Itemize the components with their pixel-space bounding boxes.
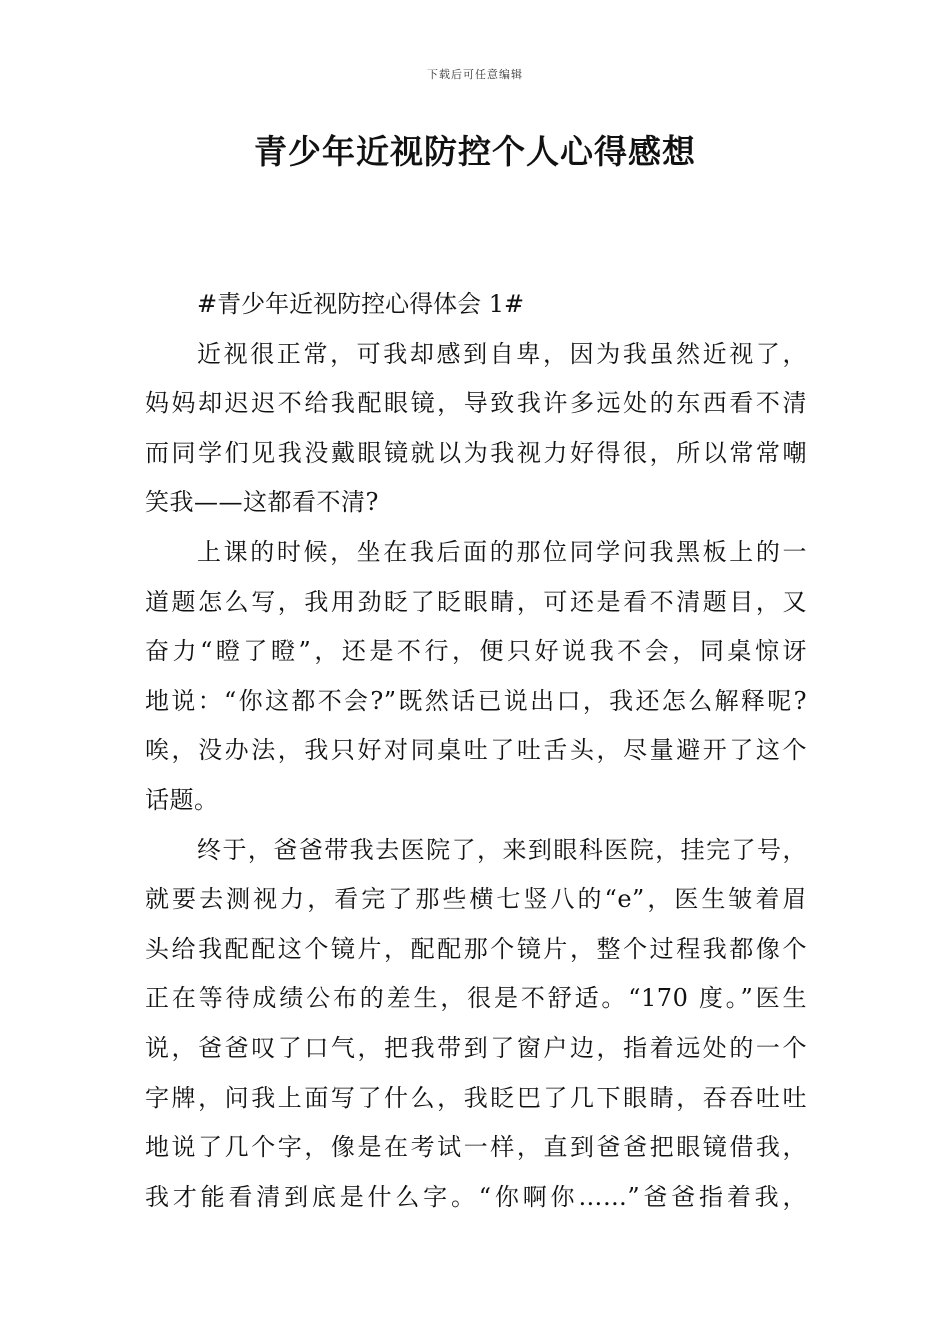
paragraph-line: 头给我配配这个镜片，配配那个镜片，整个过程我都像个 xyxy=(145,934,807,963)
paragraph-line: 地说了几个字，像是在考试一样，直到爸爸把眼镜借我， xyxy=(145,1133,807,1162)
paragraph-line: 字牌，问我上面写了什么，我眨巴了几下眼睛，吞吞吐吐 xyxy=(145,1083,807,1112)
paragraph-line: 上课的时候，坐在我后面的那位同学问我黑板上的一 xyxy=(197,537,807,566)
paragraph-2 xyxy=(145,528,807,826)
header-note: 下载后可任意编辑 xyxy=(427,68,523,81)
paragraph-1 xyxy=(145,330,807,528)
paragraph-line: 奋力“瞪了瞪”，还是不行，便只好说我不会，同桌惊讶 xyxy=(145,637,807,666)
section-heading: #青少年近视防控心得体会 1# xyxy=(197,290,525,318)
paragraph-line: 唉，没办法，我只好对同桌吐了吐舌头，尽量避开了这个 xyxy=(145,736,807,765)
paragraph-line: 就要去测视力，看完了那些横七竖八的“e”，医生皱着眉 xyxy=(145,885,807,914)
paragraph-line: 终于，爸爸带我去医院了，来到眼科医院，挂完了号， xyxy=(197,835,807,864)
paragraph-line: 近视很正常，可我却感到自卑，因为我虽然近视了， xyxy=(197,339,807,368)
paragraph-line: 正在等待成绩公布的差生，很是不舒适。“170 度。”医生 xyxy=(145,984,807,1013)
document-title: 青少年近视防控个人心得感想 xyxy=(254,132,696,171)
paragraph-line: 说，爸爸叹了口气，把我带到了窗户边，指着远处的一个 xyxy=(145,1033,807,1062)
paragraph-line: 地说：“你这都不会?”既然话已说出口，我还怎么解释呢? xyxy=(145,686,807,715)
paragraph-line: 我才能看清到底是什么字。“你啊你……”爸爸指着我， xyxy=(145,1182,807,1211)
paragraph-line: 笑我——这都看不清? xyxy=(145,488,379,517)
paragraph-line: 话题。 xyxy=(145,785,219,814)
paragraph-3 xyxy=(145,826,807,1223)
paragraph-line: 而同学们见我没戴眼镜就以为我视力好得很，所以常常嘲 xyxy=(145,438,807,467)
paragraph-line: 妈妈却迟迟不给我配眼镜，导致我许多远处的东西看不清 xyxy=(145,389,807,418)
document-body xyxy=(145,280,807,1222)
paragraph-line: 道题怎么写，我用劲眨了眨眼睛，可还是看不清题目，又 xyxy=(145,587,807,616)
